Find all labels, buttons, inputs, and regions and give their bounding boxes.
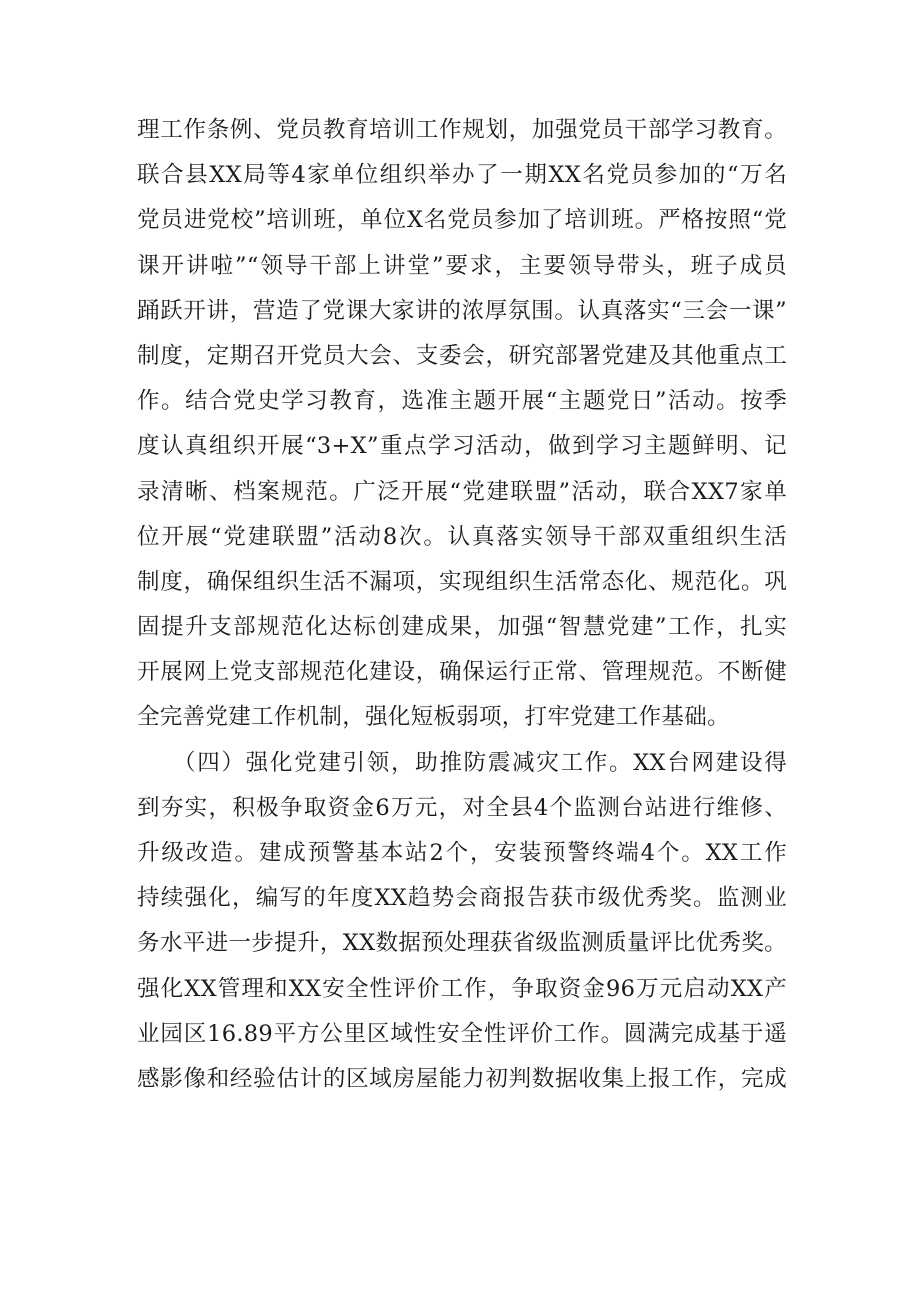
- text-line: 业园区16.89平方公里区域性安全性评价工作。圆满完成基于遥: [137, 1020, 787, 1047]
- text-line: 升级改造。建成预警基本站2个，安装预警终端4个。XX工作: [137, 840, 787, 866]
- text-line: 理工作条例、党员教育培训工作规划，加强党员干部学习教育。: [137, 117, 787, 143]
- text-line: 制度，确保组织生活不漏项，实现组织生活常态化、规范化。巩: [137, 568, 787, 595]
- text-line: 制度，定期召开党员大会、支委会，研究部署党建及其他重点工: [137, 342, 787, 369]
- text-line: 强化XX管理和XX安全性评价工作，争取资金96万元启动XX产: [137, 975, 787, 1002]
- text-line: 全完善党建工作机制，强化短板弱项，打牢党建工作基础。: [137, 704, 730, 731]
- text-line: 到夯实，积极争取资金6万元，对全县4个监测台站进行维修、: [137, 794, 787, 821]
- text-line: 开展网上党支部规范化建设，确保运行正常、管理规范。不断健: [137, 659, 787, 686]
- body-text: [137, 108, 787, 1102]
- text-line: 持续强化，编写的年度XX趋势会商报告获市级优秀奖。监测业: [137, 885, 787, 912]
- text-line: 课开讲啦”“领导干部上讲堂”要求，主要领导带头，班子成员: [137, 252, 787, 279]
- text-line: 联合县XX局等4家单位组织举办了一期XX名党员参加的“万名: [137, 162, 787, 189]
- text-line: 党员进党校”培训班，单位X名党员参加了培训班。严格按照“党: [137, 207, 787, 234]
- text-line: 位开展“党建联盟”活动8次。认真落实领导干部双重组织生活: [137, 523, 787, 550]
- text-line: 务水平进一步提升，XX数据预处理获省级监测质量评比优秀奖。: [137, 930, 787, 957]
- section-heading-line: （四）强化党建引领，助推防震减灾工作。XX台网建设得: [173, 749, 787, 776]
- text-line: 度认真组织开展“3+X”重点学习活动，做到学习主题鲜明、记: [137, 433, 787, 460]
- text-line: 录清晰、档案规范。广泛开展“党建联盟”活动，联合XX7家单: [137, 478, 787, 505]
- text-line: 固提升支部规范化达标创建成果，加强“智慧党建”工作，扎实: [137, 614, 787, 641]
- text-line: 感影像和经验估计的区域房屋能力初判数据收集上报工作，完成: [137, 1065, 787, 1092]
- text-line: 作。结合党史学习教育，选准主题开展“主题党日”活动。按季: [137, 388, 787, 415]
- text-line: 踊跃开讲，营造了党课大家讲的浓厚氛围。认真落实“三会一课”: [137, 297, 787, 324]
